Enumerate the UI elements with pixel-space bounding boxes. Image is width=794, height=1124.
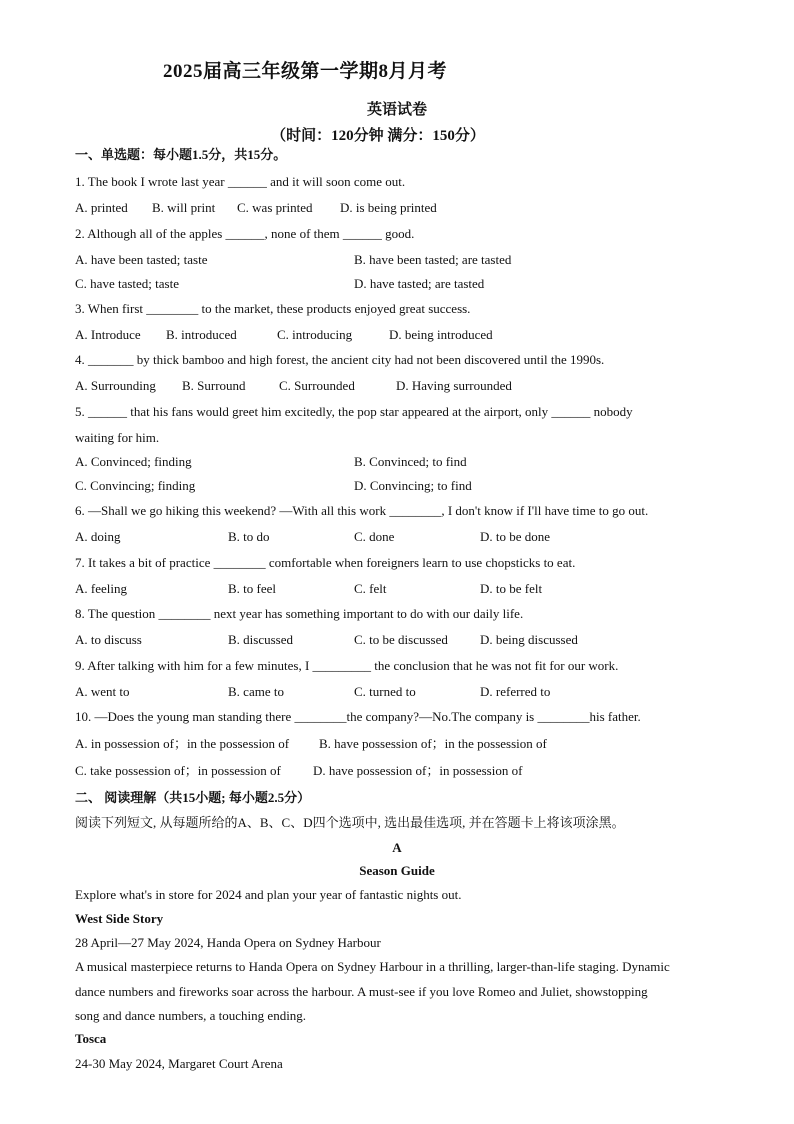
q7-option-b[interactable]: B. to feel: [228, 581, 277, 596]
q6-option-d[interactable]: D. to be done: [480, 529, 551, 544]
show-1-date-venue: 28 April—27 May 2024, Handa Opera on Sydney Harbour: [75, 935, 381, 950]
section2-instructions: 阅读下列短文, 从每题所给的A、B、C、D四个选项中, 选出最佳选项, 并在答题卡上将该项涂黑。: [75, 815, 625, 830]
q2-option-b[interactable]: B. have been tasted; are tasted: [354, 252, 512, 267]
q5-option-a[interactable]: A. Convinced; finding: [75, 454, 192, 469]
q5-option-b[interactable]: B. Convinced; to find: [354, 454, 467, 469]
question-4-stem: 4. _______ by thick bamboo and high forest, the ancient city had not been discovered until the 1990s.: [75, 352, 605, 367]
question-5-stem: 5. ______ that his fans would greet him excitedly, the pop star appeared at the airport, only ______ nobody: [75, 404, 633, 419]
q3-option-c[interactable]: C. introducing: [277, 327, 353, 342]
q8-option-d[interactable]: D. being discussed: [480, 632, 578, 647]
q5-option-d[interactable]: D. Convincing; to find: [354, 478, 472, 493]
question-2-stem: 2. Although all of the apples ______, none of them ______ good.: [75, 226, 415, 241]
passage-letter: A: [392, 840, 402, 855]
show-1-desc-line-1: A musical masterpiece returns to Handa Opera on Sydney Harbour in a thrilling, larger-than-life staging. Dynamic: [75, 959, 670, 974]
section1-heading: 一、单选题：每小题1.5分，共15分。: [75, 147, 287, 162]
q3-option-b[interactable]: B. introduced: [166, 327, 237, 342]
subject-title: 英语试卷: [366, 102, 427, 118]
passage-title: Season Guide: [359, 863, 435, 878]
question-8-stem: 8. The question ________ next year has something important to do with our daily life.: [75, 606, 524, 621]
q10-option-d[interactable]: D. have possession of；in possession of: [313, 763, 523, 778]
question-1-stem: 1. The book I wrote last year ______ and it will soon come out.: [75, 174, 406, 189]
question-7-stem: 7. It takes a bit of practice ________ comfortable when foreigners learn to use chopsticks to eat.: [75, 555, 576, 570]
q8-option-c[interactable]: C. to be discussed: [354, 632, 448, 647]
show-2-date-venue: 24-30 May 2024, Margaret Court Arena: [75, 1056, 283, 1071]
q7-option-c[interactable]: C. felt: [354, 581, 387, 596]
q10-option-c[interactable]: C. take possession of；in possession of: [75, 763, 281, 778]
q6-option-a[interactable]: A. doing: [75, 529, 121, 544]
q8-option-a[interactable]: A. to discuss: [75, 632, 142, 647]
q3-option-d[interactable]: D. being introduced: [389, 327, 493, 342]
q7-option-a[interactable]: A. feeling: [75, 581, 127, 596]
q1-option-c[interactable]: C. was printed: [237, 200, 313, 215]
q1-option-d[interactable]: D. is being printed: [340, 200, 437, 215]
section2-heading: 二、 阅读理解（共15小题; 每小题2.5分）: [75, 790, 311, 805]
question-5-stem-cont: waiting for him.: [75, 430, 160, 445]
q7-option-d[interactable]: D. to be felt: [480, 581, 543, 596]
q2-option-d[interactable]: D. have tasted; are tasted: [354, 276, 485, 291]
q3-option-a[interactable]: A. Introduce: [75, 327, 141, 342]
time-info: （时间：120分钟 满分：150分）: [271, 128, 485, 144]
q9-option-d[interactable]: D. referred to: [480, 684, 551, 699]
passage-intro: Explore what's in store for 2024 and plan your year of fantastic nights out.: [75, 887, 462, 902]
q5-option-c[interactable]: C. Convincing; finding: [75, 478, 196, 493]
show-1-name: West Side Story: [75, 911, 164, 926]
q9-option-b[interactable]: B. came to: [228, 684, 284, 699]
q10-option-a[interactable]: A. in possession of；in the possession of: [75, 736, 290, 751]
q8-option-b[interactable]: B. discussed: [228, 632, 293, 647]
show-1-desc-line-2: dance numbers and fireworks soar across the harbour. A must-see if you love Romeo and Juliet, showstopping: [75, 984, 648, 999]
q2-option-a[interactable]: A. have been tasted; taste: [75, 252, 208, 267]
question-6-stem: 6. —Shall we go hiking this weekend? —With all this work ________, I don't know if I'll have time to go out.: [75, 503, 649, 518]
q1-option-b[interactable]: B. will print: [152, 200, 216, 215]
q4-option-a[interactable]: A. Surrounding: [75, 378, 156, 393]
q1-option-a[interactable]: A. printed: [75, 200, 128, 215]
q10-option-b[interactable]: B. have possession of；in the possession of: [319, 736, 547, 751]
question-10-stem: 10. —Does the young man standing there ________the company?—No.The company is ________his father.: [75, 709, 641, 724]
q6-option-b[interactable]: B. to do: [228, 529, 270, 544]
show-2-name: Tosca: [75, 1031, 107, 1046]
q4-option-b[interactable]: B. Surround: [182, 378, 246, 393]
q9-option-a[interactable]: A. went to: [75, 684, 130, 699]
q4-option-d[interactable]: D. Having surrounded: [396, 378, 512, 393]
exam-title: 2025届高三年级第一学期8月月考: [162, 61, 447, 82]
question-3-stem: 3. When first ________ to the market, these products enjoyed great success.: [75, 301, 471, 316]
q6-option-c[interactable]: C. done: [354, 529, 395, 544]
q4-option-c[interactable]: C. Surrounded: [279, 378, 355, 393]
q2-option-c[interactable]: C. have tasted; taste: [75, 276, 179, 291]
show-1-desc-line-3: song and dance numbers, a touching ending.: [75, 1008, 307, 1023]
q9-option-c[interactable]: C. turned to: [354, 684, 416, 699]
question-9-stem: 9. After talking with him for a few minutes, I _________ the conclusion that he was not fit for our work.: [75, 658, 619, 673]
